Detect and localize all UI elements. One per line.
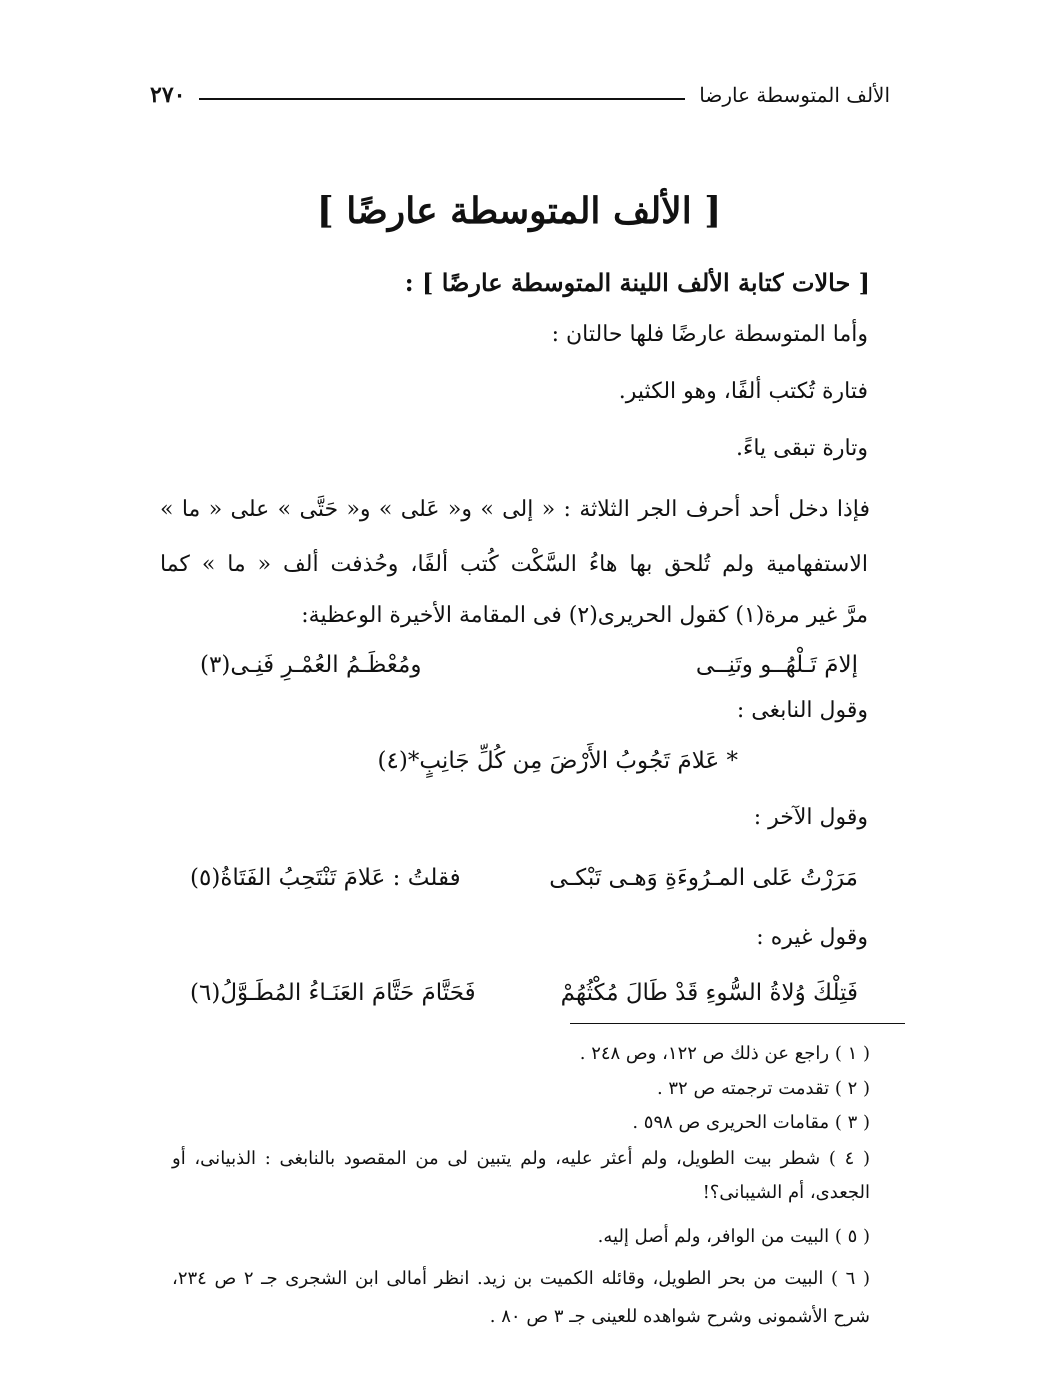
paragraph-line-1: فإذا دخل أحد أحرف الجر الثلاثة : « إلى » و« عَلى » و« حَتَّى » على « ما » [160, 497, 870, 522]
chapter-title: [ الألف المتوسطة عارضًا ] [316, 190, 722, 232]
footnote-4-line-1: ( ٤ ) شطر بيت الطويل، ولم أعثر عليه، ولم يتبين لى من المقصود بالنابغى : الذبيانى، أو [172, 1148, 871, 1169]
body-line-3: وتارة تبقى ياءً. [736, 436, 868, 461]
body-line-2: فتارة تُكتب ألفًا، وهو الكثير. [618, 379, 868, 404]
verse-1-right-hemistich: إلامَ تَـلْهُــو وتَنِــى [695, 652, 858, 678]
verse-3-right-hemistich: مَرَرْتُ عَلى المـرُوءَةِ وَهـى تَبْكـى [549, 865, 858, 891]
footnote-6-line-1: ( ٦ ) البيت من بحر الطويل، وقائله الكميت بن زيد. انظر أمالى ابن الشجرى جـ ٢ ص ٢٣٤، [172, 1268, 870, 1289]
footnote-2: ( ٢ ) تقدمت ترجمته ص ٣٢ . [656, 1078, 870, 1099]
verse-2: * عَلامَ تَجُوبُ الأَرْضَ مِن كُلِّ جَانِبٍ*(٤) [377, 748, 738, 774]
footnote-6-line-2: شرح الأشمونى وشرح شواهده للعينى جـ ٣ ص ٨٠ . [489, 1306, 870, 1327]
running-header [150, 78, 890, 112]
footnote-1: ( ١ ) راجع عن ذلك ص ١٢٢، وص ٢٤٨ . [579, 1043, 870, 1064]
paragraph-line-3: مرَّ غير مرة(١) كقول الحريرى(٢) فى المقامة الأخيرة الوعظية: [301, 603, 868, 628]
running-title: الألف المتوسطة عارضا [699, 83, 890, 107]
intro-other: وقول الآخر : [753, 805, 868, 830]
intro-nabigha: وقول النابغى : [736, 698, 868, 723]
body-line-1: وأما المتوسطة عارضًا فلها حالتان : [551, 322, 868, 347]
page-number: ٢٧٠ [150, 82, 186, 108]
header-rule [199, 98, 685, 100]
paragraph-line-2: الاستفهامية ولم تُلحق بها هاءُ السَّكْت كُتب ألفًا، وحُذفت ألف « ما » كما [160, 552, 868, 577]
section-title: [ حالات كتابة الألف اللينة المتوسطة عارضًا ] : [404, 268, 870, 297]
footnote-4-line-2: الجعدى، أم الشيبانى؟! [702, 1182, 870, 1203]
verse-3-left-hemistich: فقلتُ : عَلامَ تَنْتَحِبُ الفَتَاةُ(٥) [190, 865, 461, 891]
footnote-separator [570, 1023, 905, 1024]
footnote-3: ( ٣ ) مقامات الحريرى ص ٥٩٨ . [632, 1112, 870, 1133]
verse-4-right-hemistich: فَتِلْكَ وُلاةُ السُّوءِ قَدْ طَالَ مُكْثُهُمْ [560, 980, 858, 1006]
footnote-5: ( ٥ ) البيت من الوافر، ولم أصل إليه. [597, 1226, 870, 1247]
verse-4-left-hemistich: فَحَتَّامَ حَتَّامَ العَنَـاءُ المُطَـوَّلُ(٦) [190, 980, 476, 1006]
verse-1-left-hemistich: ومُعْظَـمُ العُمْـرِ فَنِـى(٣) [200, 652, 422, 678]
intro-other-2: وقول غيره : [756, 925, 868, 950]
